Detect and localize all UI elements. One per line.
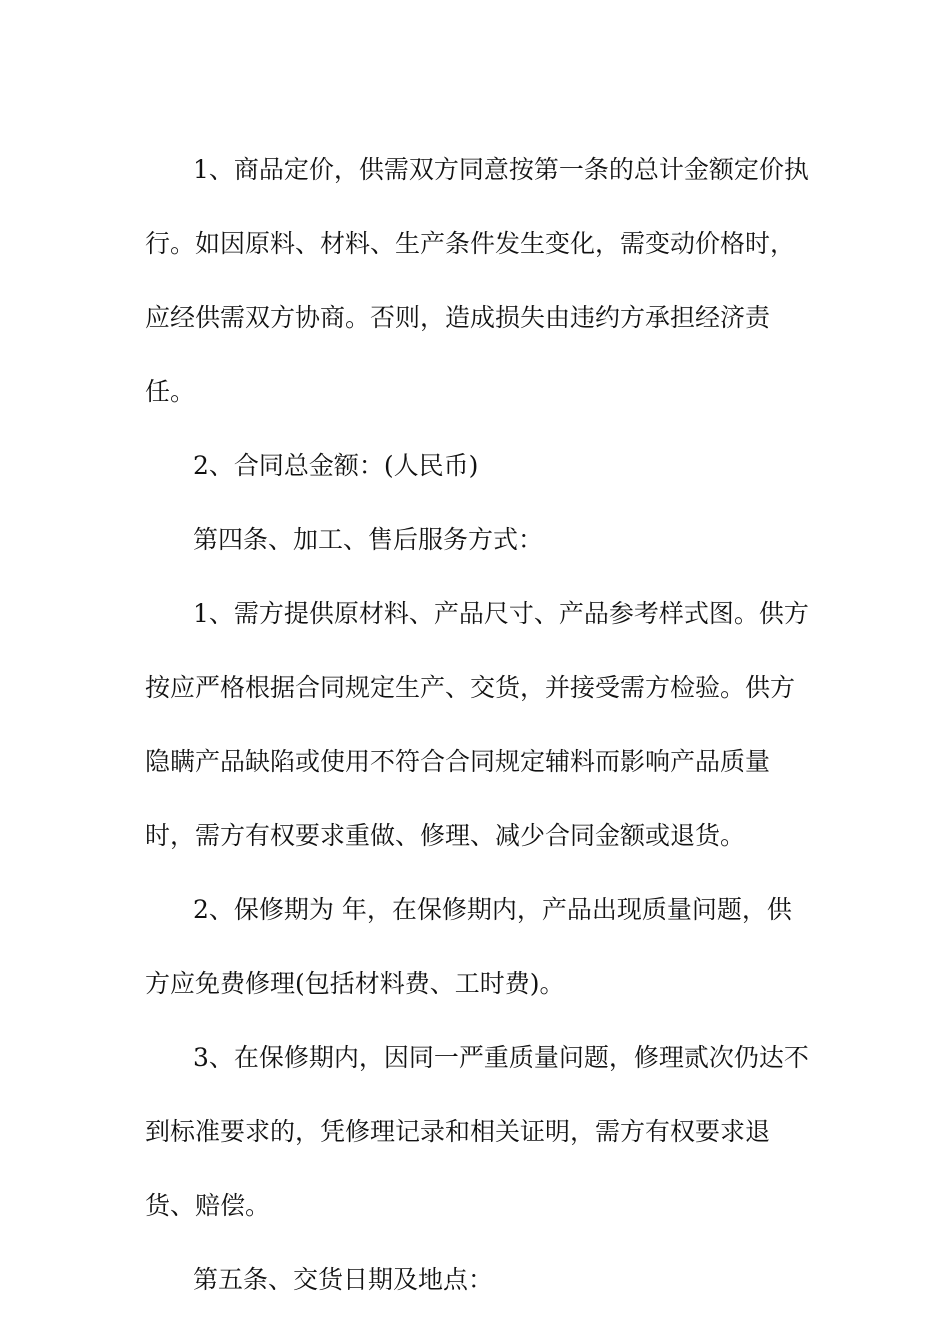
paragraph-total-amount: 2、合同总金额：(人民币) xyxy=(193,451,479,480)
heading-article-five: 第五条、交货日期及地点： xyxy=(193,1265,494,1294)
paragraph-materials: 1、需方提供原材料、产品尺寸、产品参考样式图。供方按应严格根据合同规定生产、交货，并接受需方检验。供方隐瞒产品缺陷或使用不符合合同规定辅料而影响产品质量时，需方有权要求重做、修理、减少合同金额或退货。 xyxy=(145,599,809,850)
heading-article-four: 第四条、加工、售后服务方式： xyxy=(193,525,544,554)
paragraph-repair-return: 3、在保修期内，因同一严重质量问题，修理贰次仍达不到标准要求的，凭修理记录和相关证明，需方有权要求退货、赔偿。 xyxy=(145,1043,809,1220)
paragraph-pricing: 1、商品定价，供需双方同意按第一条的总计金额定价执行。如因原料、材料、生产条件发生变化，需变动价格时，应经供需双方协商。否则，造成损失由违约方承担经济责任。 xyxy=(145,155,809,406)
paragraph-warranty: 2、保修期为 年，在保修期内，产品出现质量问题，供方应免费修理(包括材料费、工时费)。 xyxy=(145,895,792,998)
document-body xyxy=(145,133,810,1317)
